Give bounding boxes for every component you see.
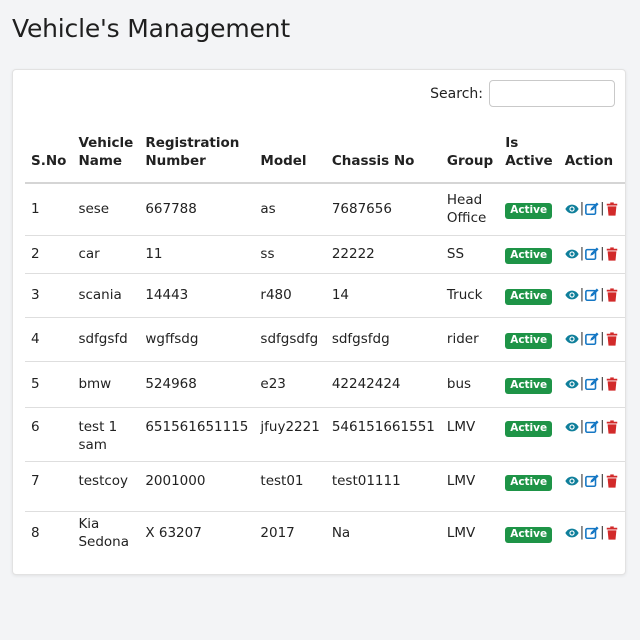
cell-action (559, 317, 626, 361)
status-badge: Active (505, 421, 552, 437)
cell-action (559, 407, 626, 461)
row-actions (565, 245, 620, 263)
status-badge: Active (505, 378, 552, 394)
action-separator: | (579, 201, 585, 217)
cell-is-active (499, 407, 559, 461)
cell-registration-number: 14443 (139, 273, 254, 317)
cell-vehicle-name: bmw (72, 361, 139, 407)
row-actions (565, 524, 620, 542)
cell-model: r480 (254, 273, 325, 317)
header-group[interactable]: Group (441, 128, 499, 183)
cell-sno: 2 (25, 235, 72, 273)
cell-model: sdfgsdfg (254, 317, 325, 361)
cell-model: test01 (254, 461, 325, 511)
cell-is-active (499, 183, 559, 235)
edit-icon[interactable] (585, 247, 599, 261)
cell-registration-number: 11 (139, 235, 254, 273)
cell-group: rider (441, 317, 499, 361)
header-chassis-no[interactable]: Chassis No (326, 128, 441, 183)
eye-icon[interactable] (565, 420, 579, 434)
cell-registration-number: wgffsdg (139, 317, 254, 361)
eye-icon[interactable] (565, 526, 579, 540)
trash-icon[interactable] (605, 420, 619, 434)
action-separator: | (600, 472, 605, 488)
trash-icon[interactable] (605, 526, 619, 540)
vehicle-table-card (12, 69, 626, 575)
cell-chassis-no: sdfgsfdg (326, 317, 441, 361)
row-actions (565, 418, 620, 436)
action-separator: | (579, 331, 585, 346)
table-row (25, 407, 625, 461)
status-badge: Active (505, 248, 552, 264)
cell-group: Head Office (441, 183, 499, 235)
cell-sno: 5 (25, 361, 72, 407)
cell-is-active (499, 235, 559, 273)
status-badge: Active (505, 527, 552, 543)
row-actions (565, 286, 620, 304)
table-row (25, 361, 625, 407)
cell-action (559, 235, 626, 273)
trash-icon[interactable] (605, 474, 619, 488)
action-separator: | (600, 376, 605, 391)
cell-chassis-no: 42242424 (326, 361, 441, 407)
cell-action (559, 361, 626, 407)
cell-group: bus (441, 361, 499, 407)
cell-registration-number: 651561651115 (139, 407, 254, 461)
cell-is-active (499, 511, 559, 555)
row-actions (565, 330, 620, 348)
cell-model: jfuy2221 (254, 407, 325, 461)
action-separator: | (600, 287, 605, 302)
cell-group: SS (441, 235, 499, 273)
header-model[interactable]: Model (254, 128, 325, 183)
search-bar (430, 80, 615, 107)
cell-action (559, 511, 626, 555)
cell-action (559, 273, 626, 317)
cell-action (559, 461, 626, 511)
search-input[interactable] (489, 80, 615, 107)
cell-sno: 8 (31, 525, 40, 542)
cell-sno: 1 (25, 183, 72, 235)
cell-sno: 4 (25, 317, 72, 361)
page-title: Vehicle's Management (12, 14, 290, 43)
action-separator: | (579, 246, 585, 261)
cell-is-active (499, 317, 559, 361)
action-separator: | (600, 246, 605, 261)
edit-icon[interactable] (585, 420, 599, 434)
edit-icon[interactable] (585, 526, 599, 540)
edit-icon[interactable] (585, 288, 599, 302)
cell-vehicle-name: sdfgsfd (72, 317, 139, 361)
header-sno[interactable]: S.No (25, 128, 72, 183)
table-row (25, 183, 625, 235)
trash-icon[interactable] (605, 288, 619, 302)
edit-icon[interactable] (585, 202, 599, 216)
action-separator: | (579, 376, 585, 391)
action-separator: | (600, 418, 605, 434)
action-separator: | (600, 201, 605, 217)
cell-is-active (499, 361, 559, 407)
table-row (25, 461, 625, 511)
cell-group: LMV (446, 525, 476, 542)
header-is-active[interactable]: Is Active (499, 128, 559, 183)
cell-group: Truck (441, 273, 499, 317)
edit-icon[interactable] (585, 377, 599, 391)
eye-icon[interactable] (565, 377, 579, 391)
edit-icon[interactable] (585, 332, 599, 346)
action-separator: | (579, 525, 585, 541)
table-row (25, 511, 625, 555)
action-separator: | (600, 525, 605, 541)
row-actions (565, 472, 620, 490)
cell-model: 2017 (260, 525, 295, 542)
cell-action (559, 183, 626, 235)
cell-vehicle-name: car (72, 235, 139, 273)
cell-model: e23 (254, 361, 325, 407)
search-label: Search: (430, 85, 483, 102)
status-badge: Active (505, 289, 552, 305)
vehicle-table (25, 128, 625, 555)
table-row (25, 235, 625, 273)
action-separator: | (579, 287, 585, 302)
cell-group: LMV (441, 461, 499, 511)
action-separator: | (579, 418, 585, 434)
action-separator: | (579, 472, 585, 488)
status-badge: Active (505, 475, 552, 491)
cell-vehicle-name: scania (72, 273, 139, 317)
cell-registration-number: X 63207 (145, 525, 202, 542)
status-badge: Active (505, 333, 552, 349)
cell-vehicle-name: sese (72, 183, 139, 235)
header-registration-number[interactable]: Registration Number (139, 128, 254, 183)
status-badge: Active (505, 203, 552, 219)
cell-vehicle-name: Kia Sedona (78, 516, 129, 551)
trash-icon[interactable] (605, 247, 619, 261)
action-separator: | (600, 331, 605, 346)
eye-icon[interactable] (565, 288, 579, 302)
cell-sno: 6 (25, 407, 72, 461)
cell-model: as (254, 183, 325, 235)
cell-group: LMV (441, 407, 499, 461)
cell-chassis-no: Na (331, 525, 351, 542)
cell-registration-number: 2001000 (139, 461, 254, 511)
table-row (25, 273, 625, 317)
row-actions (565, 375, 620, 393)
row-actions (565, 200, 620, 218)
eye-icon[interactable] (565, 332, 579, 346)
cell-sno: 3 (25, 273, 72, 317)
cell-chassis-no: 546151661551 (326, 407, 441, 461)
cell-is-active (499, 273, 559, 317)
cell-chassis-no: 22222 (326, 235, 441, 273)
trash-icon[interactable] (605, 332, 619, 346)
cell-sno: 7 (25, 461, 72, 511)
table-row (25, 317, 625, 361)
table-header-row (25, 128, 625, 183)
header-action: Action (559, 128, 626, 183)
cell-chassis-no: 14 (326, 273, 441, 317)
cell-chassis-no: test01111 (326, 461, 441, 511)
cell-is-active (499, 461, 559, 511)
cell-registration-number: 667788 (139, 183, 254, 235)
eye-icon[interactable] (565, 474, 579, 488)
cell-vehicle-name: testcoy (72, 461, 139, 511)
cell-vehicle-name: test 1 sam (72, 407, 139, 461)
cell-model: ss (254, 235, 325, 273)
trash-icon[interactable] (605, 377, 619, 391)
header-vehicle-name[interactable]: Vehicle Name (72, 128, 139, 183)
trash-icon[interactable] (605, 202, 619, 216)
cell-registration-number: 524968 (139, 361, 254, 407)
edit-icon[interactable] (585, 474, 599, 488)
cell-chassis-no: 7687656 (326, 183, 441, 235)
eye-icon[interactable] (565, 247, 579, 261)
eye-icon[interactable] (565, 202, 579, 216)
